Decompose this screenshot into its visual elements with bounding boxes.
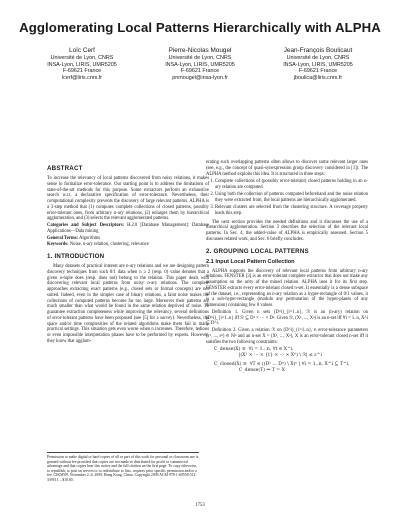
step-list: [206, 179, 368, 216]
page-number: 1753: [195, 503, 205, 508]
copyright-footnote: Permission to make digital or hard copies of all or part of this work for personal or classroom use is granted without fee provided that copies are not made or distributed for profit or commercial advantage and that copies bear this notice and the full citation on the first page. To copy otherwise, to republish, to post on servers or to redistribute to lists, requires prior specific permission and/or a fee. CIKM'09, November 2–6, 2009, Hong Kong, China. Copyright 2009 ACM 978-1-60558-512-3/09/11 ...$10.00.: [47, 452, 199, 483]
author-lab: INSA-Lyon, LIRIS, UMR5205: [283, 61, 353, 68]
abstract-heading: ABSTRACT: [47, 165, 83, 172]
author-affiliation: Université de Lyon, CNRS: [168, 55, 232, 61]
keywords-line: [47, 242, 209, 248]
intro-continued: erating such overlapping patterns often allows to discover some relevant larger ones (see, e.g., the concept of quasi-synexpression group discovery considered in [1]). The ALPHA method exploits this idea. It is structured in three steps:: [206, 160, 368, 177]
general-terms-line: [47, 236, 209, 242]
author-2: [135, 47, 265, 81]
keywords-text: Noise, n-ary relation, clustering, relevance: [69, 242, 149, 248]
author-city: F-69621 France: [298, 68, 338, 75]
section-2-1-text: ALPHA supports the discovery of relevant local patterns from arbitrary n-ary relations. FENSTER [3] is an error-tolerant complete extractor that does not make any assumption on the arity of the mined relation. ALPHA uses it for its first step. FENSTER extracts every error-tolerant closed n-set. It essentially is a dense subspace of the dataset, i.e., representing an n-ary relation as a hyper-rectangle of 0/1 values, it is a sub-hyper-rectangle (modulo any permutation of the hyper-planes of any dimension) containing few 0 values.: [206, 268, 368, 309]
keywords-label: Keywords:: [47, 242, 69, 248]
section-1-text: Many datasets of practical interest are n-ary relations and we are designing pattern discovery techniques from such 0/1 data when n ≥ 2 (resp. 0) value denotes that a given n-tuple does (resp. does not) belong to the relation. This paper deals with discovering relevant local patterns from noisy n-ary relations. The complete approaches extracting exact patterns (e.g., closed sets or formal concepts) are not suited. Indeed, even in the simpler case of binary relations, a faint noise makes the collections of computed patterns become far too large. Moreover their patterns are much smaller than what would be found in the same relation deprived of noise. To guarantee extraction completeness while improving the relevancy, several definitions of error-tolerant patterns have been proposed (see [5] for a survey). Nevertheless, the space and/or time complexities of the related algorithms make them fail in many practical settings. This situation gets even worse when n increases. Therefore, tedious or even impossible interpretation phases have to be performed by experts. However, they know that agglom-: [47, 264, 209, 344]
right-column: [206, 160, 368, 376]
closed-constraint: C_closed(X) ≡ ∀T ∈ ((D¹ ... Dⁿ) \ X)ⁿ | ∀i = 1..n, X^i ⊆ T^i, C_dense(T) ⇒ T = X: [214, 361, 350, 373]
categories-text: H.2.8 [Database Management]: Database Applications—Data mining: [47, 223, 209, 234]
author-name: Jean-François Boulicaut: [283, 47, 353, 54]
author-email[interactable]: jboulica@liris.cnrs.fr: [293, 74, 343, 81]
abstract-text: To increase the relevancy of local patterns discovered from noisy relations, it makes sense to formalize error-tolerance. Our starting point is to address the limitations of state-of-the-art methods for this purpose. Some extractors perform an exhaustive search w.r.t. a declarative specification of error-tolerance. Nevertheless, their computational complexity prevents the discovery of large relevant patterns. ALPHA is a 3-step method that (1) computes complete collections of closed patterns, possibly error-tolerant ones, from arbitrary n-ary relations, (2) enlarges them by hierarchical agglomeration, and (3) selects the relevant agglomerated patterns.: [47, 176, 209, 222]
section-2-heading: 2. GROUPING LOCAL PATTERNS: [206, 247, 309, 255]
definition-2: Definition 2. Given a relation ℛ on (D^i)_{i=1..n}, n error-tolerance parameters (ε¹, ..., εⁿ) ∈ ℕⁿ and an n-set X = (X¹, ..., Xⁿ), X is an error-tolerant closed n-set iff it satisfies the two following constraints:: [206, 328, 368, 345]
dense-constraint: C_dense(X) ≡ ∀i = 1...n, ∀t ∈ X^i, |(X¹ × ··· × {t} × ··· × Xⁿ) \ ℛ| ≤ ε^i: [214, 347, 323, 359]
author-lab: INSA-Lyon, LIRIS, UMR5205: [47, 61, 117, 68]
author-affiliation: Université de Lyon, CNRS: [286, 55, 350, 61]
list-item: 1. Complete collections of (possibly error-tolerant) closed patterns holding in an n-ary relation are computed.: [215, 179, 368, 191]
author-city: F-69621 France: [62, 68, 102, 75]
author-email[interactable]: lcerf@liris.cnrs.fr: [61, 74, 103, 81]
section-1-heading: 1. INTRODUCTION: [47, 253, 105, 260]
list-item: 3. Relevant clusters are selected from the clustering structure. A coverage property leads this step.: [215, 205, 368, 217]
categories-label: Categories and Subject Descriptors:: [47, 223, 125, 228]
author-affiliation: Université de Lyon, CNRS: [50, 55, 114, 61]
author-3: [253, 47, 383, 81]
categories-line: [47, 223, 209, 235]
author-name: Loïc Cerf: [69, 47, 95, 54]
general-terms-text: Algorithms: [78, 235, 101, 241]
author-city: F-69621 France: [180, 68, 220, 75]
paper-outline: The next section provides the needed definitions and it discusses the use of a hierarchical agglomeration. Section 3 describes the selection of the relevant local patterns. In Sec. 4, the added-value of ALPHA is empirically assessed. Section 5 discusses related work, and Sec. 6 briefly concludes.: [206, 219, 368, 242]
author-lab: INSA-Lyon, LIRIS, UMR5205: [165, 61, 235, 68]
author-name: Pierre-Nicolas Mougel: [168, 47, 232, 54]
section-2-1-heading: 2.1 Input Local Pattern Collection: [206, 258, 295, 265]
author-1: [17, 47, 147, 81]
paper-title: Agglomerating Local Patterns Hierarchically with ALPHA: [19, 20, 381, 35]
definition-1: Definition 1. Given n sets (D^i)_{i=1..n}, ℛ is an (n-ary) relation on (D^i)_{i=1..n} iff ℛ ⊆ D¹ × ··· × Dⁿ. Given ℛ, (X¹, ..., Xⁿ) is an n-set iff ∀i = 1..n, X^i ⊆ D^i.: [206, 309, 368, 327]
list-item: 2. Using both the collection of patterns computed beforehand and the noise relation they were extracted from, the local patterns are hierarchically agglomerated.: [215, 192, 368, 204]
author-email[interactable]: pnmougel@insa-lyon.fr: [172, 74, 228, 81]
left-column: [47, 160, 209, 346]
general-terms-label: General Terms:: [47, 235, 79, 241]
